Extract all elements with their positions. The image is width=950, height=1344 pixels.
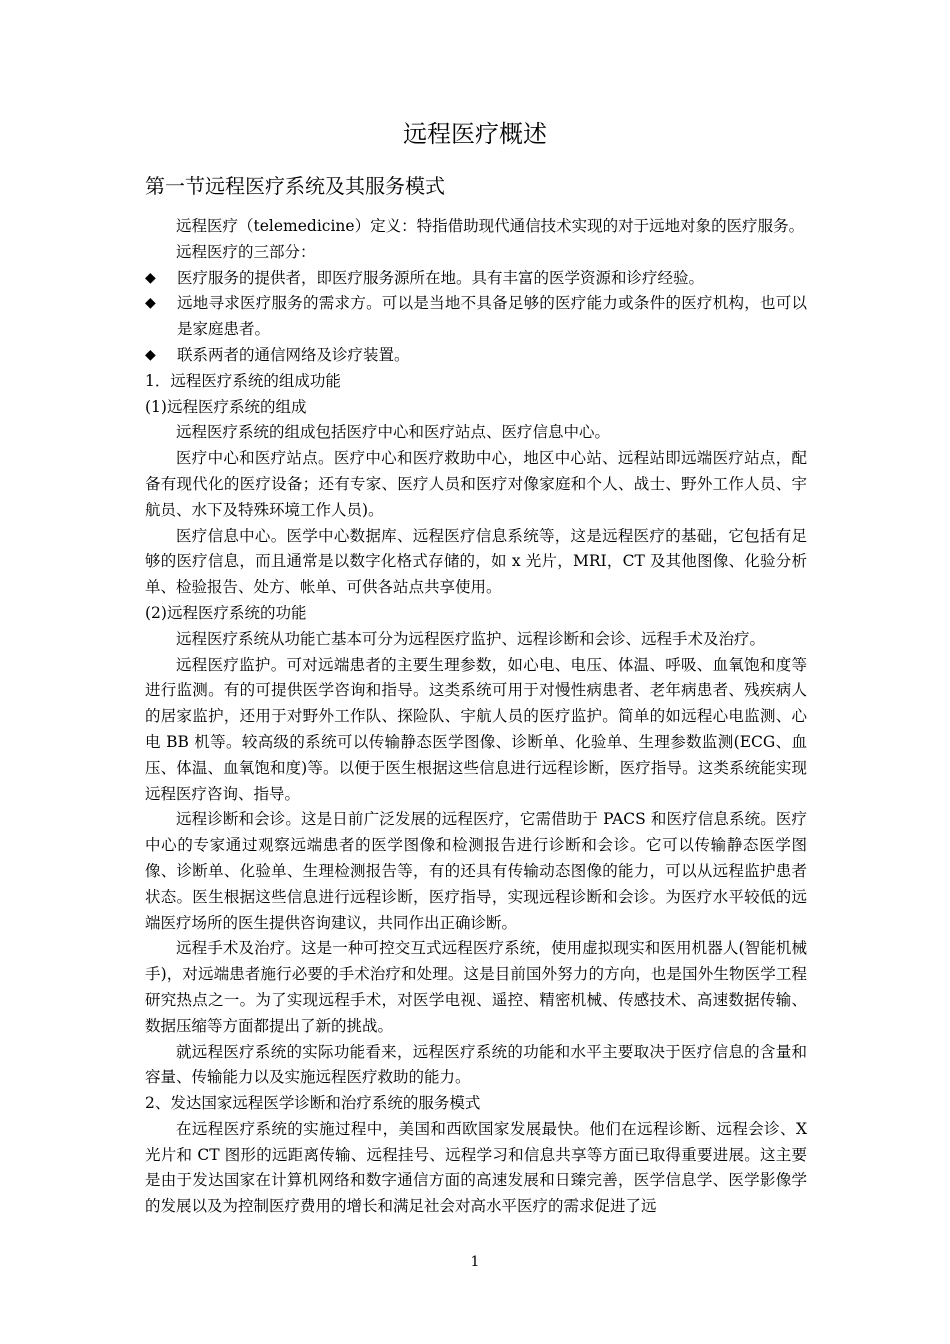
diamond-bullet-icon: ◆	[145, 269, 156, 286]
document-body	[145, 214, 807, 1220]
paragraph: 医疗中心和医疗站点。医疗中心和医疗救助中心，地区中心站、远程站即远端医疗站点，配备有现代化的医疗设备；还有专家、医疗人员和医疗对像家庭和个人、战士、野外工作人员、宇航员、水下及特殊环境工作人员)。	[145, 449, 807, 519]
bullet-text: 远地寻求医疗服务的需求方。可以是当地不具备足够的医疗能力或条件的医疗机构，也可以是家庭患者。	[177, 294, 807, 339]
subheading: (1)远程医疗系统的组成	[145, 397, 307, 416]
bullet-item	[145, 291, 807, 343]
bullet-text: 医疗服务的提供者，即医疗服务源所在地。具有丰富的医学资源和诊疗经验。	[177, 268, 705, 287]
subheading: 1．远程医疗系统的组成功能	[145, 371, 341, 390]
paragraph: 远程手术及治疗。这是一种可控交互式远程医疗系统，使用虚拟现实和医用机器人(智能机械手)，对远端患者施行必要的手术治疗和处理。这是目前国外努力的方向，也是国外生物医学工程研究热点之一。为了实现远程手术，对医学电视、遥控、精密机械、传感技术、高速数据传输、数据压缩等方面都提出了新的挑战。	[145, 939, 807, 1035]
paragraph: 就远程医疗系统的实际功能看来，远程医疗系统的功能和水平主要取决于医疗信息的含量和容量、传输能力以及实施远程医疗救助的能力。	[145, 1042, 807, 1087]
paragraph: 远程诊断和会诊。这是日前广泛发展的远程医疗，它需借助于 PACS 和医疗信息系统。医疗中心的专家通过观察远端患者的医学图像和检测报告进行诊断和会诊。它可以传输静态医学图像、诊断单、化验单、生理检测报告等，有的还具有传输动态图像的能力，可以从远程监护患者状态。医生根据这些信息进行远程诊断，医疗指导，实现远程诊断和会诊。为医疗水平较低的远端医疗场所的医生提供咨询建议，共同作出正确诊断。	[145, 810, 807, 932]
bullet-item	[145, 266, 807, 292]
paragraph: 远程医疗系统的组成包括医疗中心和医疗站点、医疗信息中心。	[176, 423, 611, 442]
paragraph-three-parts: 远程医疗的三部分：	[176, 242, 316, 261]
subheading: 2、发达国家远程医学诊断和治疗系统的服务模式	[145, 1094, 481, 1113]
paragraph: 在远程医疗系统的实施过程中，美国和西欧国家发展最快。他们在远程诊断、远程会诊、X 光片和 CT 图形的远距离传输、远程挂号、远程学习和信息共享等方面已取得重要进展。这主要是由于发达国家在计算机网络和数字通信方面的高速发展和日臻完善，医学信息学、医学影像学的发展以及为控制医疗费用的增长和满足社会对高水平医疗的需求促进了远	[145, 1119, 807, 1216]
document-title: 远程医疗概述	[403, 120, 547, 148]
bullet-item	[145, 343, 807, 369]
diamond-bullet-icon: ◆	[145, 346, 156, 363]
bullet-text: 联系两者的通信网络及诊疗装置。	[177, 345, 410, 364]
diamond-bullet-icon: ◆	[145, 295, 156, 312]
section-heading: 第一节远程医疗系统及其服务模式	[145, 174, 445, 198]
paragraph: 远程医疗系统从功能亡基本可分为远程医疗监护、远程诊断和会诊、远程手术及治疗。	[176, 629, 766, 648]
paragraph: 远程医疗监护。可对远端患者的主要生理参数，如心电、电压、体温、呼吸、血氧饱和度等进行监测。有的可提供医学咨询和指导。这类系统可用于对慢性病患者、老年病患者、残疾病人的居家监护，还用于对野外工作队、探险队、宇航人员的医疗监护。简单的如远程心电监测、心电 BB 机等。较高级的系统可以传输静态医学图像、诊断单、化验单、生理参数监测(ECG、血压、体温、血氧饱和度)等。以便于医生根据这些信息进行远程诊断，医疗指导。这类系统能实现远程医疗咨询、指导。	[145, 655, 807, 803]
paragraph: 医疗信息中心。医学中心数据库、远程医疗信息系统等，这是远程医疗的基础，它包括有足够的医疗信息，而且通常是以数字化格式存储的，如 x 光片，MRI，CT 及其他图像、化验分析单、检验报告、处方、帐单、可供各站点共享使用。	[145, 526, 807, 597]
page-number: 1	[470, 1254, 480, 1270]
paragraph-definition: 远程医疗（telemedicine）定义：特指借助现代通信技术实现的对于远地对象的医疗服务。	[176, 217, 805, 235]
subheading: (2)远程医疗系统的功能	[145, 603, 307, 622]
